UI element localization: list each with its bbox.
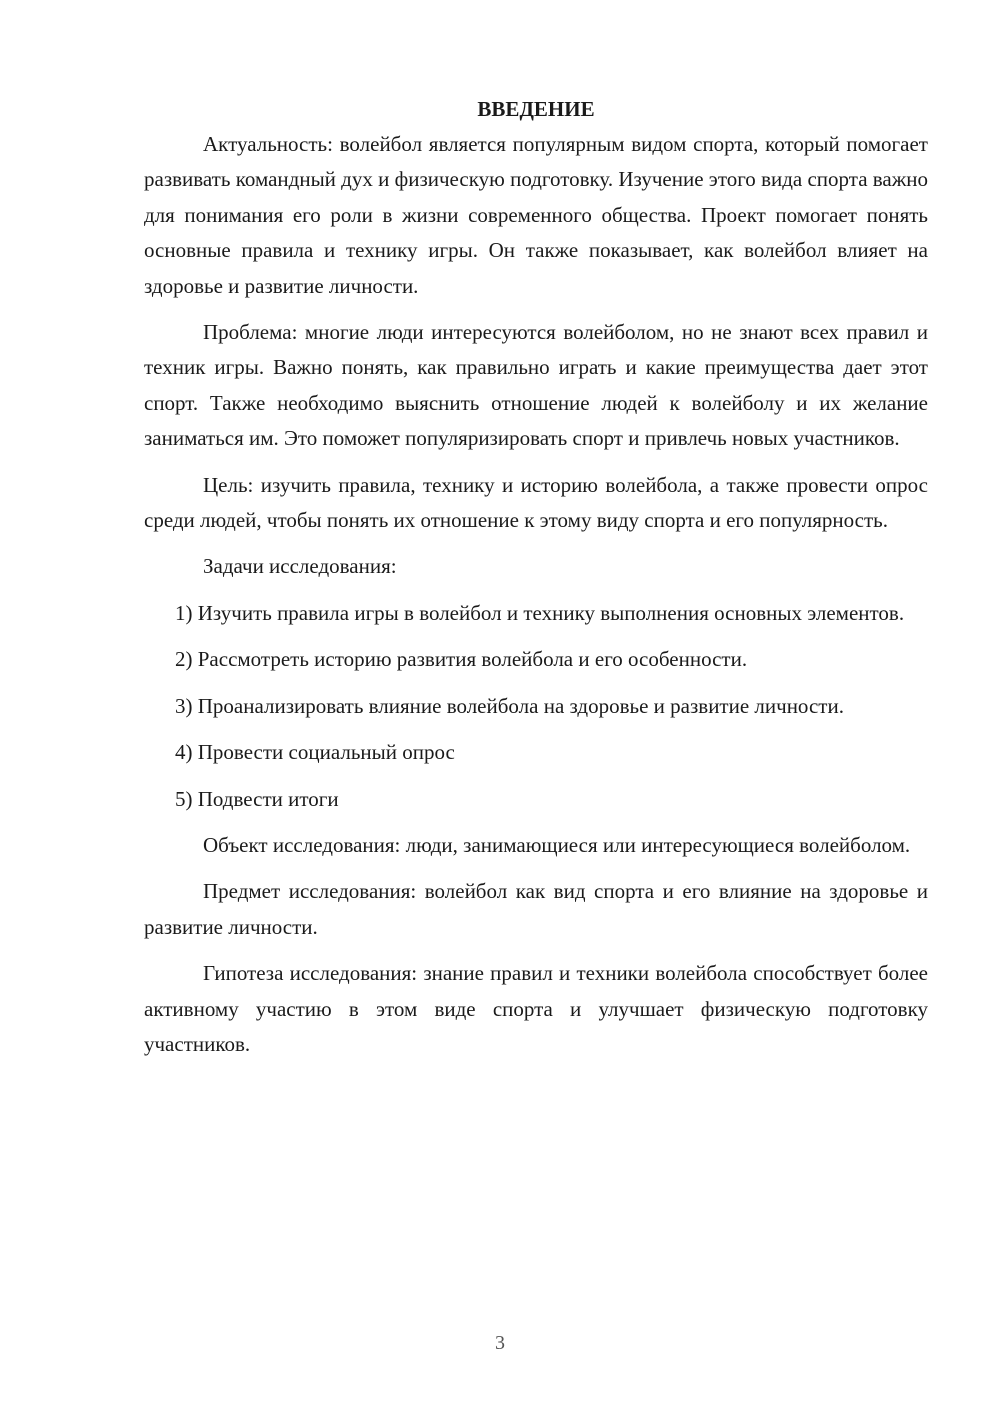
paragraph-object: Объект исследования: люди, занимающиеся или интересующиеся волейболом. xyxy=(203,832,911,857)
task-item-5: 5) Подвести итоги xyxy=(175,786,339,811)
paragraph-subject: Предмет исследования: волейбол как вид спорта и его влияние на здоровье и развитие личности. xyxy=(144,879,928,939)
task-item-3: 3) Проанализировать влияние волейбола на здоровье и развитие личности. xyxy=(175,693,844,718)
paragraph-goal: Цель: изучить правила, технику и историю волейбола, а также провести опрос среди людей, чтобы понять их отношение к этому виду спорта и его популярность. xyxy=(144,472,928,533)
paragraph-hypothesis: Гипотеза исследования: знание правил и техники волейбола способствует более активному участию в этом виде спорта и улучшает физическую подготовку участников. xyxy=(144,961,928,1056)
page-number: 3 xyxy=(495,1332,505,1354)
page-title: ВВЕДЕНИЕ xyxy=(477,97,595,121)
paragraph-tasks-heading: Задачи исследования: xyxy=(203,554,397,579)
task-item-2: 2) Рассмотреть историю развития волейбола и его особенности. xyxy=(175,647,748,672)
paragraph-relevance: Актуальность: волейбол является популярным видом спорта, который помогает развивать командный дух и физическую подготовку. Изучение этого вида спорта важно для понимания его роли в жизни современного общества. Проект помогает понять основные правила и технику игры. Он также показывает, как волейбол влияет на здоровье и развитие личности. xyxy=(144,132,928,298)
document-page xyxy=(144,92,928,1073)
paragraph-problem: Проблема: многие люди интересуются волейболом, но не знают всех правил и техник игры. Важно понять, как правильно играть и какие преимущества дает этот спорт. Также необходимо выяснить отношение людей к волейболу и их желание заниматься им. Это поможет популяризировать спорт и привлечь новых участников. xyxy=(144,320,928,451)
task-item-4: 4) Провести социальный опрос xyxy=(175,740,455,765)
task-item-1: 1) Изучить правила игры в волейбол и технику выполнения основных элементов. xyxy=(175,600,905,625)
